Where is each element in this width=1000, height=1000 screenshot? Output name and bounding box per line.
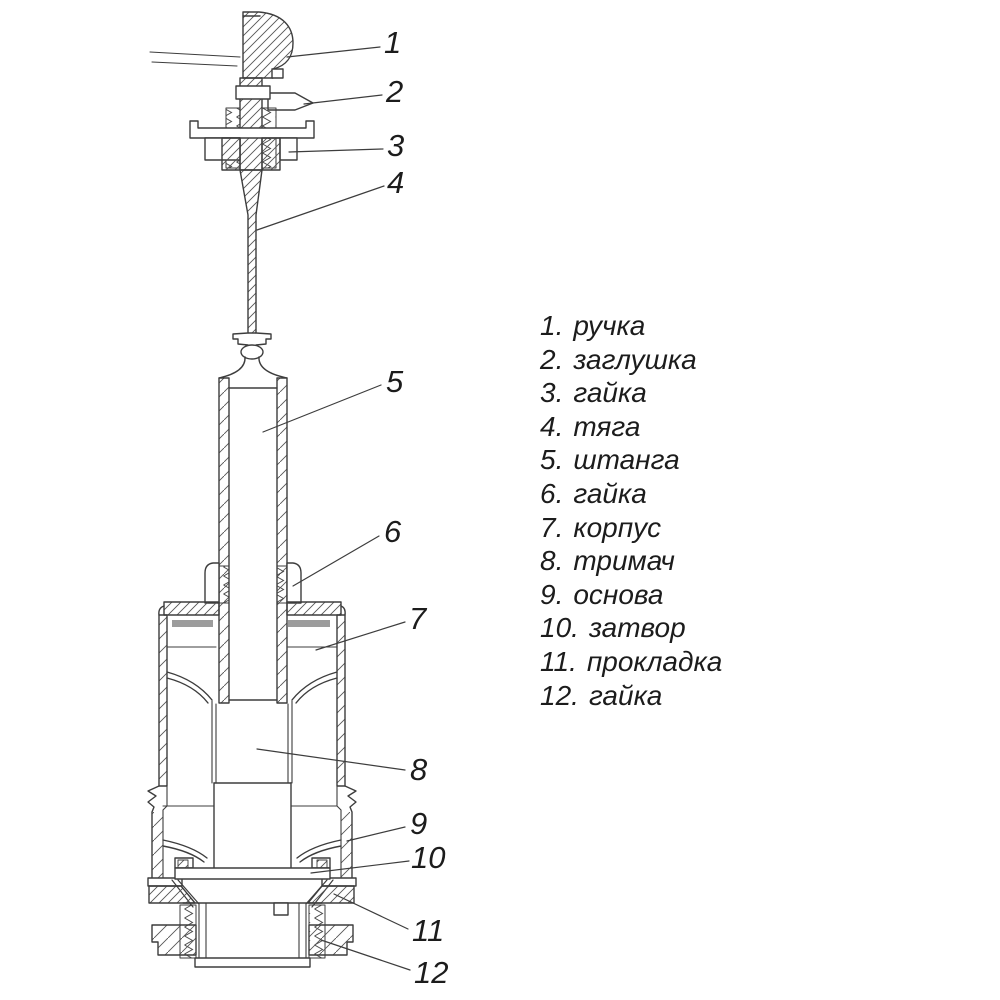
legend-label: тримач xyxy=(573,545,675,577)
legend-item-11 xyxy=(540,645,722,679)
legend-item-12 xyxy=(540,679,722,713)
legend-label: ручка xyxy=(573,310,646,341)
legend-label: гайка xyxy=(573,377,647,409)
callout-9: 9 xyxy=(410,806,428,841)
legend-num: 10. xyxy=(540,612,579,644)
legend-label: основа xyxy=(573,578,664,610)
legend-label: гайка xyxy=(573,477,647,509)
legend-item-4 xyxy=(540,410,722,444)
legend-item-2 xyxy=(540,343,722,377)
legend-label: штанга xyxy=(573,444,680,476)
parts-legend xyxy=(540,309,722,712)
broken-lid-lines xyxy=(150,52,240,66)
callout-10: 10 xyxy=(411,840,446,875)
legend-num: 8. xyxy=(540,545,564,577)
callout-7: 7 xyxy=(409,601,427,636)
legend-num: 1. xyxy=(540,310,564,341)
callout-3: 3 xyxy=(387,128,405,163)
legend-item-9 xyxy=(540,578,722,612)
legend-item-6 xyxy=(540,477,722,511)
part-7-body-shape xyxy=(159,602,345,786)
legend-num: 9. xyxy=(540,578,564,610)
legend-num: 6. xyxy=(540,477,564,509)
legend-num: 3. xyxy=(540,377,564,409)
part-10-valve-shape xyxy=(175,858,330,879)
legend-label: тяга xyxy=(573,410,641,442)
legend-item-10 xyxy=(540,611,722,645)
callout-numbers xyxy=(384,25,448,990)
callout-1: 1 xyxy=(384,25,402,60)
legend-item-7 xyxy=(540,511,722,545)
callout-11: 11 xyxy=(412,913,445,948)
legend-label: затвор xyxy=(588,612,686,644)
legend-num: 4. xyxy=(540,410,564,442)
legend-num: 5. xyxy=(540,444,564,476)
legend-item-1 xyxy=(540,309,722,343)
legend-label: прокладка xyxy=(586,645,723,677)
callout-5: 5 xyxy=(386,364,404,399)
callout-6: 6 xyxy=(384,514,402,549)
legend-label: корпус xyxy=(573,511,662,543)
rod-connector-shape xyxy=(219,333,287,378)
legend-num: 12. xyxy=(540,679,579,711)
part-6-nut-shape xyxy=(205,563,301,603)
legend-label: гайка xyxy=(588,679,663,711)
legend-num: 11. xyxy=(540,645,577,677)
legend-label: заглушка xyxy=(573,343,697,375)
part-4-rod-shape xyxy=(240,170,262,333)
legend-num: 7. xyxy=(540,511,564,543)
part-11-gasket-shape xyxy=(149,886,354,903)
part-8-holder-shape xyxy=(214,783,291,868)
part-12-nut-shape xyxy=(152,903,353,967)
callout-2: 2 xyxy=(386,74,404,109)
callout-4: 4 xyxy=(387,165,405,200)
part-1-handle-shape xyxy=(243,12,293,78)
callout-8: 8 xyxy=(410,752,428,787)
legend-item-3 xyxy=(540,376,722,410)
legend-item-8 xyxy=(540,544,722,578)
legend-item-5 xyxy=(540,443,722,477)
callout-12: 12 xyxy=(414,955,449,990)
legend-num: 2. xyxy=(540,343,564,375)
